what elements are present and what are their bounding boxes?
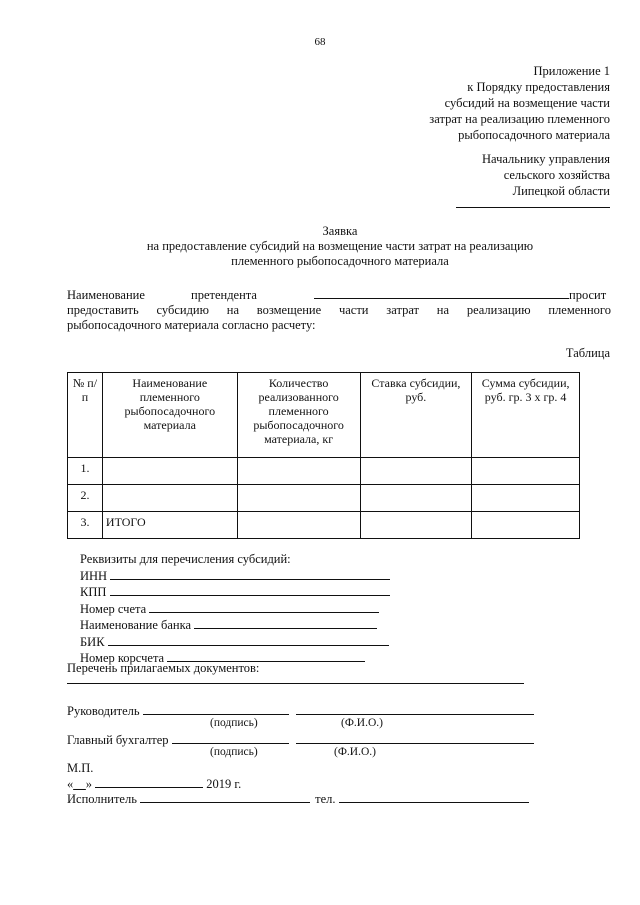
row-number: 3. <box>68 512 103 539</box>
title-line: племенного рыбопосадочного материала <box>231 254 449 268</box>
bank-field[interactable] <box>194 617 377 629</box>
corr-label: Номер корсчета <box>80 651 165 665</box>
addressee-blank-line[interactable] <box>456 207 610 208</box>
cell-material-name[interactable] <box>102 458 237 485</box>
addressee-line: Начальнику управления <box>482 152 610 166</box>
documents-label: Перечень прилагаемых документов: <box>67 661 260 675</box>
head-signature-row <box>67 703 534 719</box>
table-caption: Таблица <box>565 346 610 360</box>
cell-total-label: ИТОГО <box>102 512 237 539</box>
signature-caption: (подпись) <box>210 746 258 758</box>
cell-amount[interactable] <box>472 512 580 539</box>
table-row <box>68 485 580 512</box>
bank-row <box>80 617 390 634</box>
addressee-line: сельского хозяйства <box>503 168 610 182</box>
bik-field[interactable] <box>108 634 389 646</box>
appendix-line: к Порядку предоставления <box>467 80 610 94</box>
kpp-row <box>80 584 390 601</box>
executor-label: Исполнитель <box>67 792 137 806</box>
cell-rate[interactable] <box>360 512 472 539</box>
applicant-word: претендента <box>191 288 257 302</box>
cell-rate[interactable] <box>360 458 472 485</box>
column-header: Количество реализованного племенного рыбопосадочного материала, кг <box>237 373 360 458</box>
inn-label: ИНН <box>80 568 108 583</box>
accountant-signature-field[interactable] <box>172 732 289 744</box>
cell-quantity[interactable] <box>237 458 360 485</box>
inn-row <box>80 568 390 585</box>
applicant-name-label: Наименование <box>67 288 145 302</box>
addressee-line: Липецкой области <box>512 184 610 198</box>
document-title <box>0 224 640 269</box>
subsidy-table <box>67 372 580 539</box>
head-signature-field[interactable] <box>143 703 289 715</box>
details-heading: Реквизиты для перечисления субсидий: <box>80 552 291 566</box>
tel-field[interactable] <box>339 791 529 803</box>
appendix-line: рыбопосадочного материала <box>458 128 610 142</box>
date-month-field[interactable] <box>95 776 203 788</box>
bank-label: Наименование банка <box>80 618 192 632</box>
executor-field[interactable] <box>140 791 310 803</box>
account-field[interactable] <box>149 601 379 613</box>
stamp-label: М.П. <box>67 761 94 775</box>
page-number: 68 <box>314 36 326 48</box>
row-number: 2. <box>68 485 103 512</box>
applicant-line-2: предоставить субсидию на возмещение части затрат на реализацию племенного <box>67 303 611 317</box>
requests-word: просит <box>569 288 607 302</box>
kpp-label: КПП <box>80 585 107 599</box>
table-row <box>68 458 580 485</box>
appendix-line: субсидий на возмещение части <box>444 96 610 110</box>
documents-field[interactable] <box>67 683 524 684</box>
accountant-signature-row <box>67 732 534 748</box>
table-header-row <box>68 373 580 458</box>
bik-label: БИК <box>80 634 105 649</box>
account-label: Номер счета <box>80 601 147 616</box>
date-day-field[interactable]: __ <box>73 777 86 791</box>
applicant-line-3: рыбопосадочного материала согласно расчету: <box>67 318 316 332</box>
title-line: на предоставление субсидий на возмещение части затрат на реализацию <box>146 239 534 253</box>
inn-field[interactable] <box>110 568 390 580</box>
accountant-label: Главный бухгалтер <box>67 733 169 747</box>
kpp-field[interactable] <box>110 584 390 596</box>
column-header: № п/п <box>68 373 103 458</box>
date-year: 2019 г. <box>206 777 242 791</box>
row-number: 1. <box>68 458 103 485</box>
name-caption: (Ф.И.О.) <box>334 746 376 758</box>
addressee-block <box>482 151 610 199</box>
cell-amount[interactable] <box>472 458 580 485</box>
column-header: Ставка субсидии, руб. <box>360 373 472 458</box>
title-line: Заявка <box>322 224 358 238</box>
head-label: Руководитель <box>67 704 140 718</box>
executor-row <box>67 791 529 807</box>
bik-row <box>80 634 390 651</box>
cell-quantity[interactable] <box>237 512 360 539</box>
bank-details <box>80 552 390 667</box>
applicant-line-1 <box>67 287 611 303</box>
appendix-line: Приложение 1 <box>533 64 610 78</box>
cell-rate[interactable] <box>360 485 472 512</box>
accountant-name-field[interactable] <box>296 732 534 744</box>
table-row-total <box>68 512 580 539</box>
column-header: Сумма субсидии, руб. гр. 3 х гр. 4 <box>472 373 580 458</box>
name-caption: (Ф.И.О.) <box>341 717 383 729</box>
applicant-paragraph <box>67 287 611 333</box>
appendix-line: затрат на реализацию племенного <box>429 112 610 126</box>
account-row <box>80 601 390 618</box>
cell-quantity[interactable] <box>237 485 360 512</box>
appendix-block <box>429 63 610 143</box>
column-header: Наименование племенного рыбопосадочного материала <box>102 373 237 458</box>
date-quote-open: « <box>67 777 74 791</box>
date-row <box>67 776 241 792</box>
tel-label: тел. <box>315 792 336 806</box>
date-quote-close: » <box>85 777 92 791</box>
head-name-field[interactable] <box>296 703 534 715</box>
signature-caption: (подпись) <box>210 717 258 729</box>
cell-amount[interactable] <box>472 485 580 512</box>
applicant-name-field[interactable] <box>314 287 569 299</box>
cell-material-name[interactable] <box>102 485 237 512</box>
